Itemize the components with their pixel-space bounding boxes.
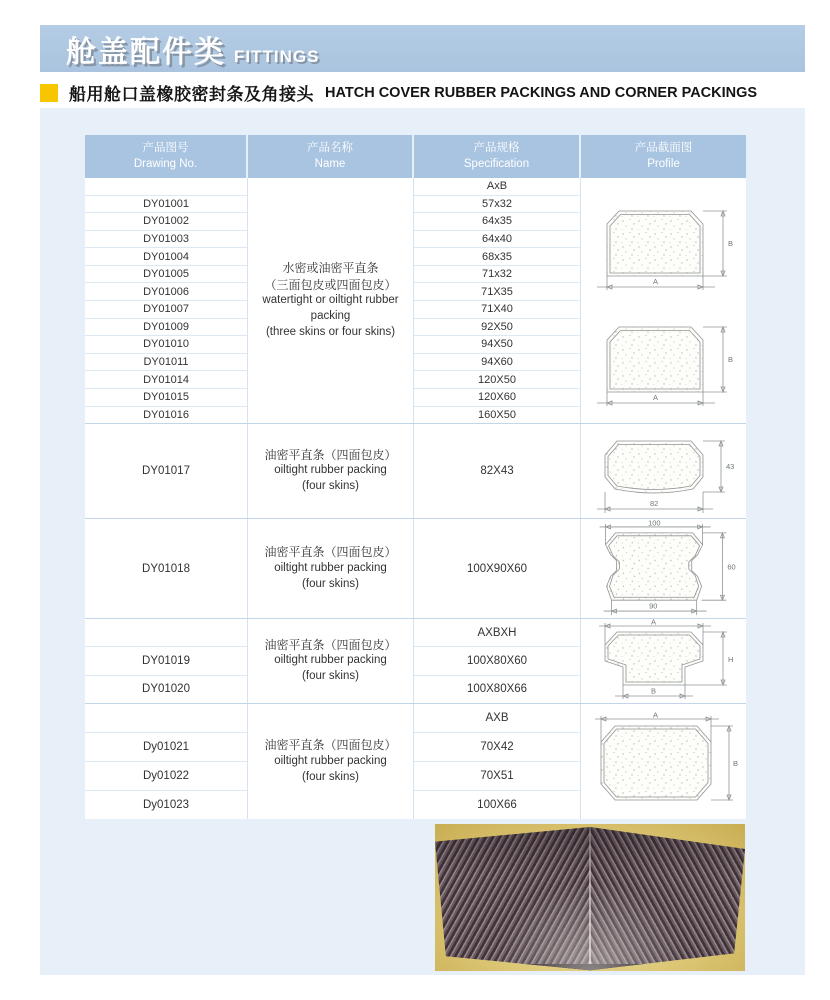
table-cell <box>85 178 247 196</box>
table-cell: 70X51 <box>414 762 580 791</box>
table-cell <box>85 704 247 733</box>
page-title-en: FITTINGS <box>234 46 320 66</box>
product-name-cell: 油密平直条（四面包皮） oiltight rubber packing (four skins) <box>248 619 414 703</box>
table-cell: DY01017 <box>142 465 190 477</box>
table-cell: 82X43 <box>480 465 514 477</box>
profile-column <box>581 424 746 518</box>
table-cell: AXBXH <box>414 619 580 647</box>
table-cell: DY01001 <box>85 196 247 214</box>
subtitle-zh: 船用舱口盖橡胶密封条及角接头 <box>69 85 314 104</box>
table-section-watertight <box>85 178 746 424</box>
svg-text:43: 43 <box>725 462 734 471</box>
specification-column <box>414 519 581 618</box>
drawing-no-column <box>85 619 248 703</box>
page-title-zh: 舱盖配件类 <box>66 35 226 69</box>
table-cell: 68x35 <box>414 248 580 266</box>
profile-column <box>581 519 746 618</box>
svg-text:A: A <box>650 619 656 627</box>
drawing-no-column <box>85 424 248 518</box>
table-cell: DY01014 <box>85 371 247 389</box>
table-cell: 70X42 <box>414 733 580 762</box>
table-cell: 100X90X60 <box>466 562 528 575</box>
table-cell: 94X60 <box>414 354 580 372</box>
profile-column <box>581 619 746 703</box>
svg-text:B: B <box>732 758 738 768</box>
rubber-packing-photo <box>435 824 745 971</box>
product-name-cell: 油密平直条（四面包皮） oiltight rubber packing (four skins) <box>248 519 414 618</box>
table-cell: DY01020 <box>142 683 190 696</box>
table-cell: DY01002 <box>85 213 247 231</box>
table-cell: DY01005 <box>85 266 247 284</box>
table-section-dy01019-20 <box>85 619 746 704</box>
table-section-dy01017 <box>85 424 746 519</box>
yellow-bullet-icon <box>40 84 58 102</box>
svg-text:60: 60 <box>726 562 736 572</box>
svg-text:90: 90 <box>648 601 657 611</box>
table-cell: DY01009 <box>85 319 247 337</box>
svg-text:B: B <box>650 686 656 696</box>
profile-drawing-octagon-packing <box>589 425 739 517</box>
svg-text:B: B <box>727 354 733 364</box>
chevron-mat <box>435 824 745 971</box>
table-cell: DY01018 <box>142 562 190 575</box>
table-header-row <box>85 135 746 178</box>
drawing-no-column <box>85 178 248 423</box>
table-cell: 57x32 <box>414 196 580 214</box>
specification-column <box>414 704 581 819</box>
table-cell: Dy01023 <box>142 799 190 811</box>
table-cell: DY01019 <box>85 647 247 675</box>
table-cell: 64x40 <box>414 231 580 249</box>
table-cell: 71X35 <box>414 283 580 301</box>
content-panel <box>40 108 805 975</box>
table-cell: DY01004 <box>85 248 247 266</box>
table-cell <box>85 619 247 647</box>
svg-text:A: A <box>652 276 658 286</box>
table-cell: DY01015 <box>85 389 247 407</box>
product-name-cell: 油密平直条（四面包皮） oiltight rubber packing (four skins) <box>248 424 414 518</box>
svg-text:100: 100 <box>647 519 661 528</box>
table-cell: 100X80X60 <box>414 647 580 675</box>
table-cell: Dy01022 <box>85 762 247 791</box>
svg-text:H: H <box>727 655 733 664</box>
table-cell: DY01010 <box>85 336 247 354</box>
table-section-dy01021-23 <box>85 704 746 819</box>
table-cell: DY01016 <box>143 408 189 421</box>
svg-text:82: 82 <box>649 499 658 508</box>
table-cell: DY01007 <box>85 301 247 319</box>
product-name-cell: 油密平直条（四面包皮） oiltight rubber packing (four skins) <box>248 704 414 819</box>
table-cell: 94X50 <box>414 336 580 354</box>
table-cell: 100X80X66 <box>466 683 528 696</box>
table-cell: 120X60 <box>414 389 580 407</box>
column-header-profile: 产品截面图 Profile <box>634 141 693 170</box>
svg-text:A: A <box>652 711 658 719</box>
specification-column <box>414 424 581 518</box>
subtitle-en: HATCH COVER RUBBER PACKINGS AND CORNER PACKINGS <box>325 84 758 101</box>
table-cell: 160X50 <box>478 408 516 421</box>
column-header-drawing-no: 产品图号 Drawing No. <box>85 135 248 178</box>
specification-column <box>414 178 581 423</box>
table-cell: 71X40 <box>414 301 580 319</box>
drawing-no-column <box>85 519 248 618</box>
table-cell: 120X50 <box>414 371 580 389</box>
profile-drawing-octagon-packing <box>589 712 739 812</box>
profile-drawing-hat-packing <box>589 619 739 703</box>
table-cell: 100X66 <box>477 799 517 811</box>
page-title <box>66 27 319 71</box>
svg-text:B: B <box>727 238 733 248</box>
table-cell: 71x32 <box>414 266 580 284</box>
table-cell: DY01003 <box>85 231 247 249</box>
profile-drawing-spool-packing <box>589 519 739 618</box>
column-header-specification: 产品规格 Specification <box>414 135 581 178</box>
table-cell: 64x35 <box>414 213 580 231</box>
category-subtitle <box>40 80 757 105</box>
table-cell: DY01011 <box>85 354 247 372</box>
specification-column <box>414 619 581 703</box>
table-cell: Dy01021 <box>85 733 247 762</box>
section-header-bar <box>40 25 805 72</box>
table-cell: DY01006 <box>85 283 247 301</box>
table-cell: AXB <box>414 704 580 733</box>
table-cell: AxB <box>414 178 580 196</box>
profile-drawing-chamfered-packing <box>589 308 739 410</box>
profile-column <box>581 704 746 819</box>
product-name-cell: 水密或油密平直条 （三面包皮或四面包皮） watertight or oiltight rubber packing (three skins or four skins) <box>248 178 414 423</box>
drawing-no-column <box>85 704 248 819</box>
table-section-dy01018 <box>85 519 746 619</box>
profile-drawing-chamfered-packing <box>589 192 739 294</box>
profile-column <box>581 178 746 423</box>
svg-text:A: A <box>652 392 658 402</box>
column-header-name: 产品名称 Name <box>248 135 414 178</box>
product-table <box>85 135 746 819</box>
table-cell: 92X50 <box>414 319 580 337</box>
